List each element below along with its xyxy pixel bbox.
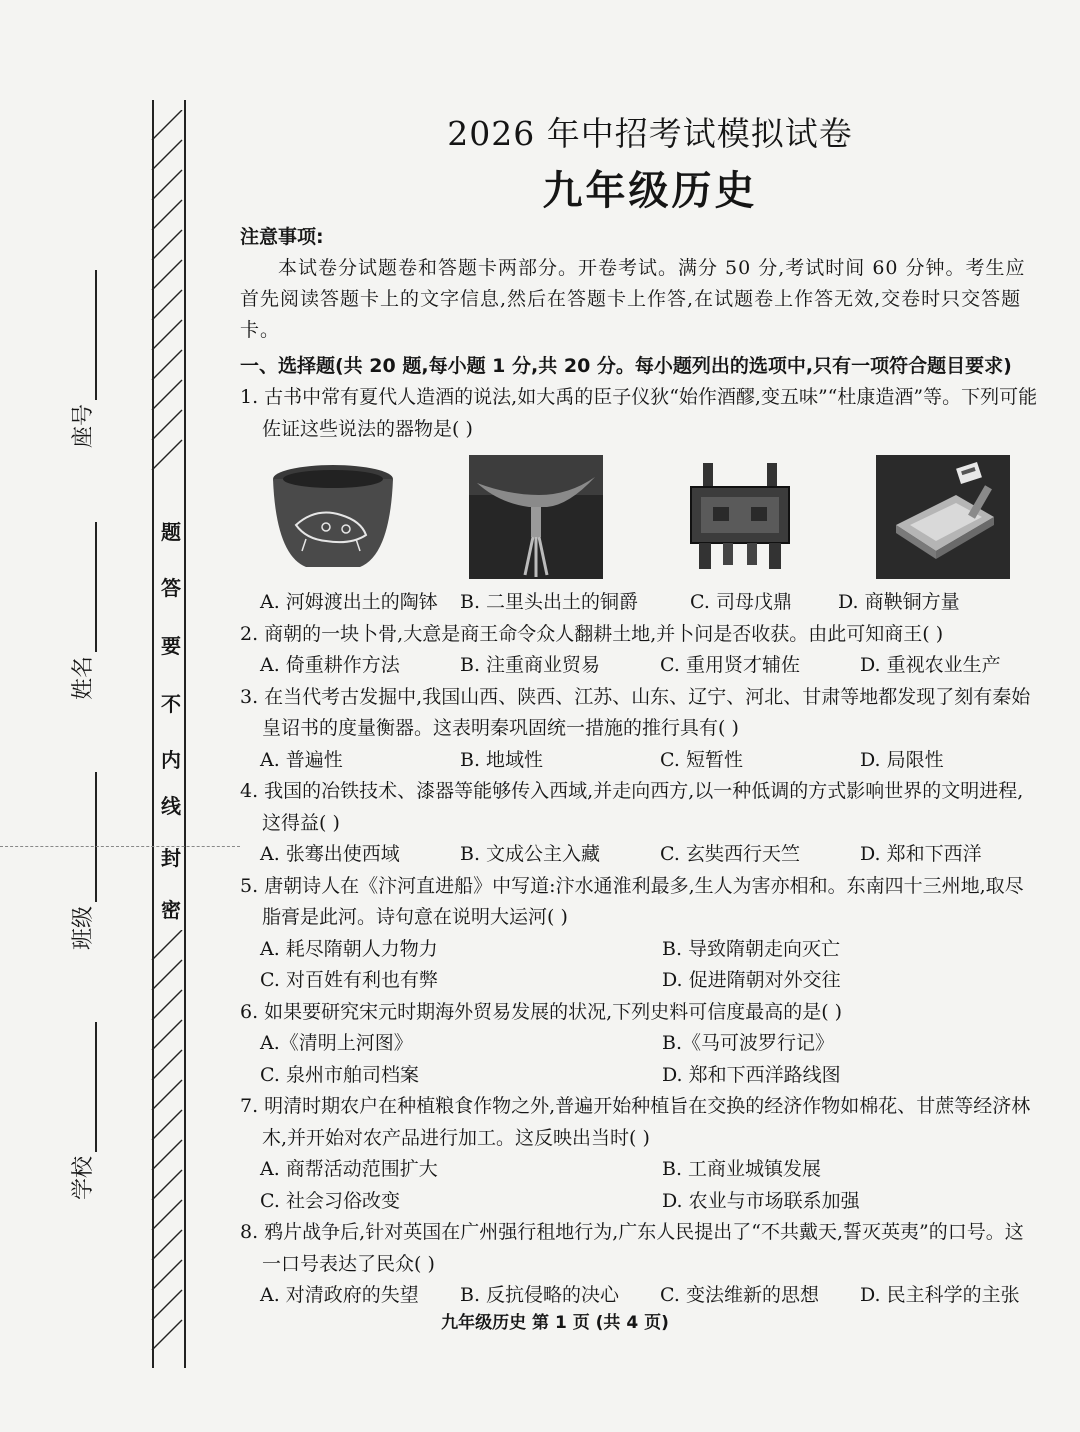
question-4 xyxy=(240,776,1040,871)
question-stem: 8. 鸦片战争后,针对英国在广州强行租地行为,广东人民提出了“不共戴天,誓灭英夷”的口号。这一口号表达了民众( ) xyxy=(240,1221,1024,1275)
option-b[interactable]: B. 注重商业贸易 xyxy=(460,654,601,676)
notice-heading: 注意事项: xyxy=(240,226,324,248)
question-7-options xyxy=(240,1154,1040,1217)
seal-char: 内 xyxy=(161,748,181,772)
option-d[interactable]: D. 农业与市场联系加强 xyxy=(662,1189,860,1212)
option-c[interactable]: C. 社会习俗改变 xyxy=(260,1189,400,1212)
option-c[interactable]: C. 司母戊鼎 xyxy=(690,591,792,613)
exam-content xyxy=(240,108,1040,1312)
question-stem: 1. 古书中常有夏代人造酒的说法,如大禹的臣子仪狄“始作酒醪,变五味”“杜康造酒”等。下列可能佐证这些说法的器物是( ) xyxy=(240,386,1038,440)
question-stem: 4. 我国的冶铁技术、漆器等能够传入西域,并走向西方,以一种低调的方式影响世界的文明进程,这得益( ) xyxy=(240,780,1024,834)
question-1-images xyxy=(240,445,1010,587)
seal-line-outer xyxy=(184,100,186,1368)
question-6 xyxy=(240,997,1040,1092)
option-d[interactable]: D. 郑和下西洋 xyxy=(860,843,982,865)
question-5 xyxy=(240,871,1040,997)
option-d[interactable]: D. 重视农业生产 xyxy=(860,654,1001,676)
notice-text: 本试卷分试题卷和答题卡两部分。开卷考试。满分 50 分,考试时间 60 分钟。考生应首先阅读答题卡上的文字信息,然后在答题卡上作答,在试题卷上作答无效,交卷时只交答题卡。 xyxy=(240,257,1026,341)
seal-char: 封 xyxy=(161,846,181,870)
option-d[interactable]: D. 商鞅铜方量 xyxy=(838,591,960,613)
question-7 xyxy=(240,1091,1040,1217)
option-b[interactable]: B. 二里头出土的铜爵 xyxy=(460,591,639,613)
option-a[interactable]: A. 耗尽隋朝人力物力 xyxy=(260,937,438,960)
seal-char: 答 xyxy=(161,576,181,600)
option-d[interactable]: D. 局限性 xyxy=(860,748,944,771)
question-8 xyxy=(240,1217,1040,1312)
hatching-top xyxy=(150,110,184,490)
question-stem: 2. 商朝的一块卜骨,大意是商王命令众人翻耕土地,并卜问是否收获。由此可知商王( ) xyxy=(240,622,944,645)
seal-char: 题 xyxy=(161,520,181,544)
exam-subject: 九年级历史 xyxy=(542,168,758,214)
name-label: 姓名 xyxy=(71,655,96,700)
seal-char: 密 xyxy=(161,898,181,922)
question-stem: 6. 如果要研究宋元时期海外贸易发展的状况,下列史料可信度最高的是( ) xyxy=(240,1000,843,1023)
question-3 xyxy=(240,682,1040,777)
bronze-jue-image xyxy=(469,455,603,579)
option-a[interactable]: A. 张骞出使西域 xyxy=(260,843,400,865)
question-5-options xyxy=(240,934,1040,997)
shang-yang-measure-image xyxy=(876,455,1010,579)
option-c[interactable]: C. 玄奘西行天竺 xyxy=(660,843,800,865)
option-c[interactable]: C. 重用贤才辅佐 xyxy=(660,654,800,676)
simuwu-ding-image xyxy=(673,455,807,579)
option-d[interactable]: D. 促进隋朝对外交往 xyxy=(662,969,841,991)
exam-title: 2026 年中招考试模拟试卷 xyxy=(447,114,853,153)
option-d[interactable]: D. 民主科学的主张 xyxy=(860,1284,1020,1306)
seal-char: 不 xyxy=(161,692,181,716)
fold-line xyxy=(0,846,240,847)
option-c[interactable]: C. 泉州市舶司档案 xyxy=(260,1063,419,1086)
question-2-options xyxy=(240,650,1040,682)
question-6-options xyxy=(240,1028,1040,1091)
pottery-bowl-image xyxy=(266,455,400,579)
question-2 xyxy=(240,619,1040,682)
option-b[interactable]: B. 工商业城镇发展 xyxy=(662,1158,822,1180)
option-a[interactable]: A. 普遍性 xyxy=(260,748,343,771)
question-stem: 3. 在当代考古发掘中,我国山西、陕西、江苏、山东、辽宁、河北、甘肃等地都发现了刻有秦始皇诏书的度量衡器。这表明秦巩固统一措施的推行具有( ) xyxy=(240,685,1031,739)
option-c[interactable]: C. 对百姓有利也有弊 xyxy=(260,969,438,991)
seat-number-label: 座号 xyxy=(71,403,96,448)
question-8-options xyxy=(240,1280,1040,1312)
question-3-options xyxy=(240,745,1040,777)
seal-char: 线 xyxy=(161,794,181,818)
option-a[interactable]: A. 商帮活动范围扩大 xyxy=(260,1158,438,1180)
section-heading: 一、选择题(共 20 题,每小题 1 分,共 20 分。每小题列出的选项中,只有一项符合题目要求) xyxy=(240,355,1012,377)
option-c[interactable]: C. 短暂性 xyxy=(660,748,743,771)
question-4-options xyxy=(240,839,1040,871)
school-label: 学校 xyxy=(71,1155,96,1200)
option-a[interactable]: A. 对清政府的失望 xyxy=(260,1284,419,1306)
class-label: 班级 xyxy=(71,905,96,950)
binding-margin xyxy=(0,0,200,1432)
option-b[interactable]: B. 导致隋朝走向灭亡 xyxy=(662,937,841,960)
option-b[interactable]: B. 文成公主入藏 xyxy=(460,843,601,865)
option-b[interactable]: B.《马可波罗行记》 xyxy=(662,1032,835,1054)
option-d[interactable]: D. 郑和下西洋路线图 xyxy=(662,1063,841,1086)
option-c[interactable]: C. 变法维新的思想 xyxy=(660,1284,819,1306)
option-b[interactable]: B. 地域性 xyxy=(460,748,544,771)
hatching-bottom xyxy=(150,930,184,1370)
option-a[interactable]: A. 倚重耕作方法 xyxy=(260,654,400,676)
option-b[interactable]: B. 反抗侵略的决心 xyxy=(460,1284,620,1306)
question-stem: 7. 明清时期农户在种植粮食作物之外,普遍开始种植旨在交换的经济作物如棉花、甘蔗等经济林木,并开始对农产品进行加工。这反映出当时( ) xyxy=(240,1095,1031,1149)
question-1 xyxy=(240,382,1040,619)
option-a[interactable]: A.《清明上河图》 xyxy=(260,1032,413,1054)
question-1-options xyxy=(240,587,1040,619)
seal-char: 要 xyxy=(161,634,181,658)
question-stem: 5. 唐朝诗人在《汴河直进船》中写道:汴水通淮利最多,生人为害亦相和。东南四十三州地,取尽脂膏是此河。诗句意在说明大运河( ) xyxy=(240,874,1024,928)
page-footer: 九年级历史 第 1 页 (共 4 页) xyxy=(441,1313,669,1333)
option-a[interactable]: A. 河姆渡出土的陶钵 xyxy=(260,591,438,613)
